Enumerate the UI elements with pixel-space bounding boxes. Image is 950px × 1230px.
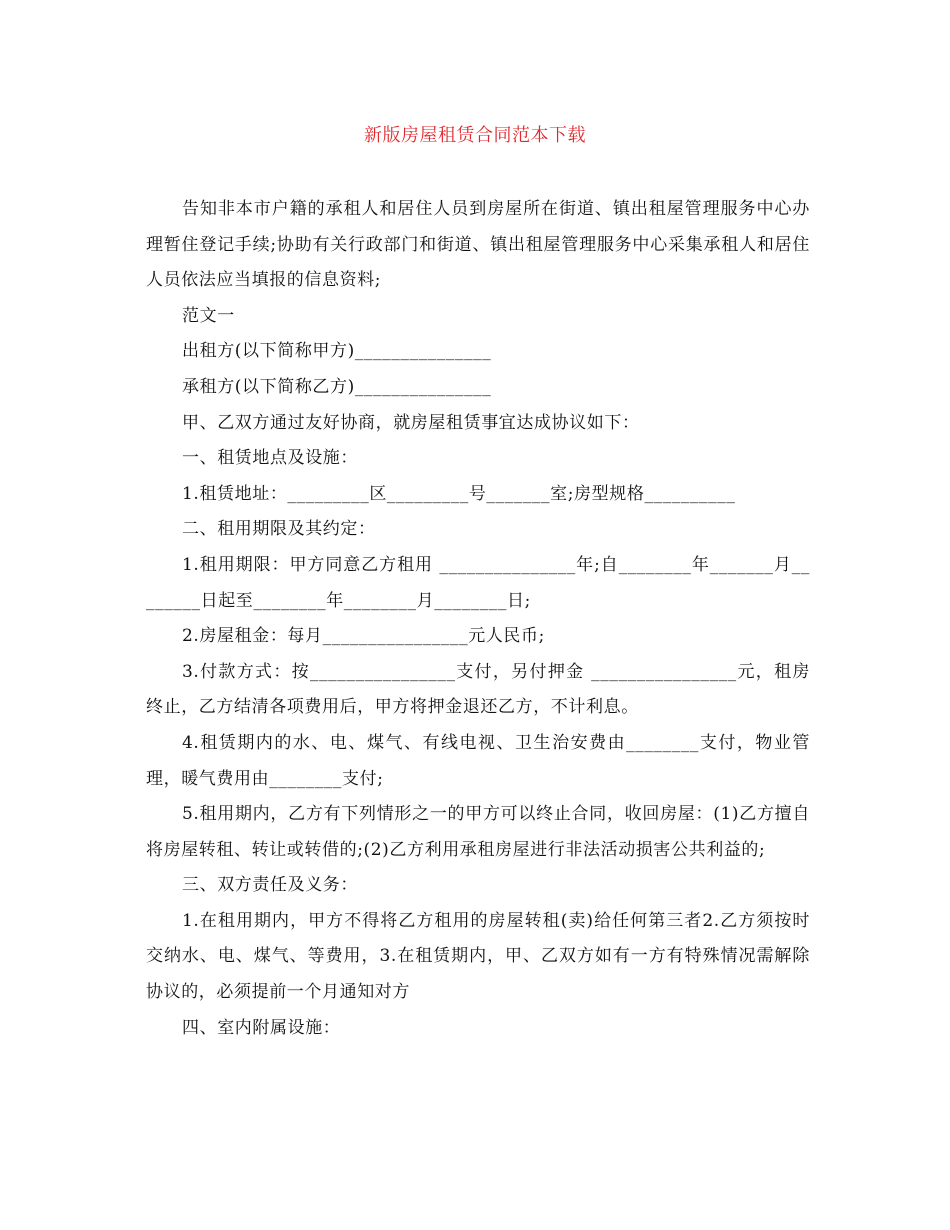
section-heading-term: 二、租用期限及其约定： xyxy=(182,519,376,540)
document-title: 新版房屋租赁合同范本下载 xyxy=(364,125,586,146)
clause-term: 1.租用期限：甲方同意乙方租用 _______________年;自________年_______月________日起至________年________月________日; xyxy=(146,554,810,611)
clause-rent: 2.房屋租金：每月________________元人民币; xyxy=(182,626,545,647)
clause-address: 1.租赁地址：_________区_________号_______室;房型规格__________ xyxy=(182,483,736,504)
paragraph-sample-heading: 范文一 xyxy=(182,305,235,326)
paragraph-lessor: 出租方(以下简称甲方)_______________ xyxy=(182,341,492,362)
paragraph-notice: 告知非本市户籍的承租人和居住人员到房屋所在街道、镇出租屋管理服务中心办理暂住登记手续;协助有关行政部门和街道、镇出租屋管理服务中心采集承租人和居住人员依法应当填报的信息资料; xyxy=(146,199,810,291)
clause-payment: 3.付款方式：按________________支付，另付押金 ________________元，租房终止，乙方结清各项费用后，甲方将押金退还乙方，不计利息。 xyxy=(146,661,810,718)
section-heading-facilities: 四、室内附属设施： xyxy=(182,1017,341,1038)
clause-duties: 1.在租用期内，甲方不得将乙方租用的房屋转租(卖)给任何第三者2.乙方须按时交纳水、电、煤气、等费用，3.在租赁期内，甲、乙双方如有一方有特殊情况需解除协议的，必须提前一个月通知对方 xyxy=(146,910,810,1003)
section-heading-location: 一、租赁地点及设施： xyxy=(182,448,358,469)
document-body xyxy=(146,192,810,1046)
paragraph-agreement-intro: 甲、乙双方通过友好协商，就房屋租赁事宜达成协议如下： xyxy=(182,412,640,433)
paragraph-lessee: 承租方(以下简称乙方)_______________ xyxy=(182,376,492,397)
section-heading-duties: 三、双方责任及义务： xyxy=(182,875,358,896)
clause-utilities: 4.租赁期内的水、电、煤气、有线电视、卫生治安费由________支付，物业管理，暖气费用由________支付; xyxy=(146,732,810,789)
clause-termination: 5.租用期内，乙方有下列情形之一的甲方可以终止合同，收回房屋：(1)乙方擅自将房屋转租、转让或转借的;(2)乙方利用承租房屋进行非法活动损害公共利益的; xyxy=(146,804,810,860)
